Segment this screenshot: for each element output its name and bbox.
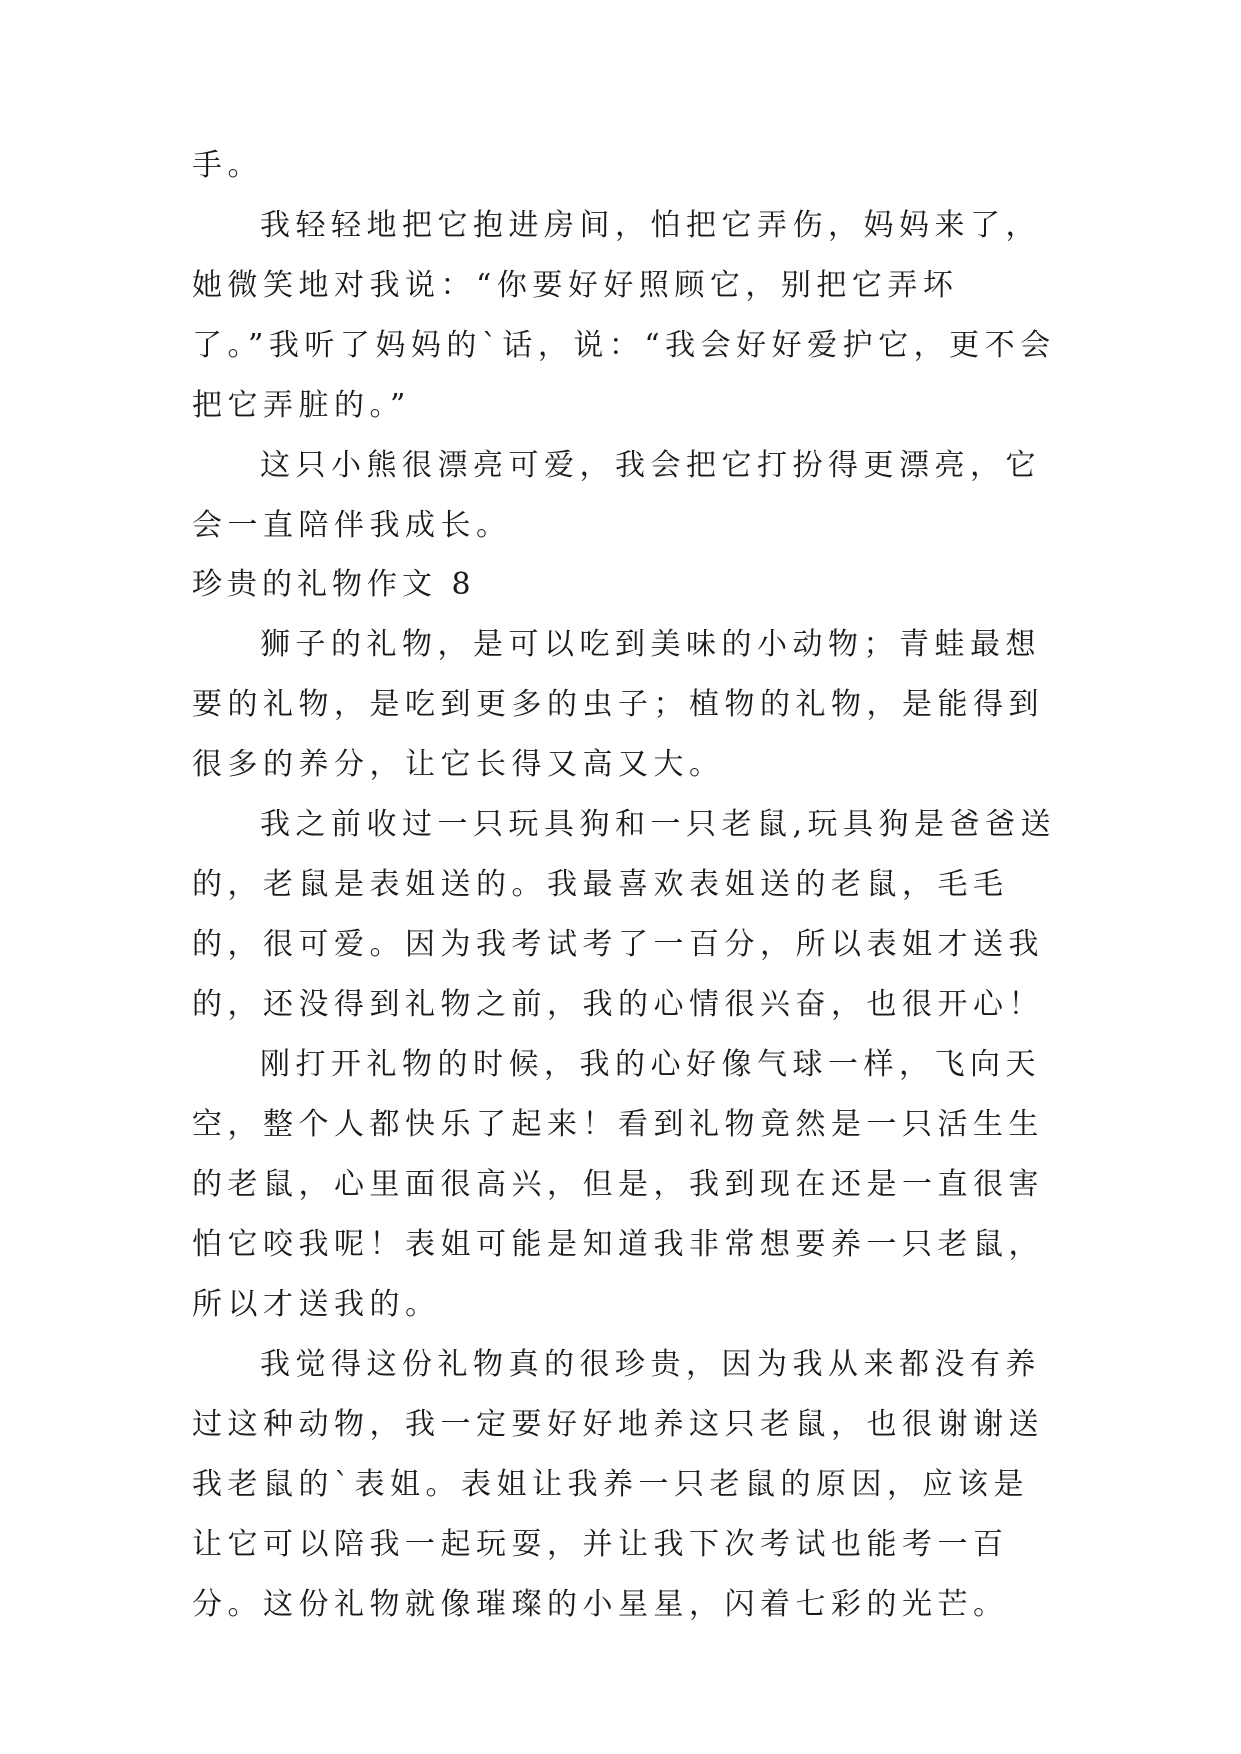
fragment-line: 手。 xyxy=(192,148,263,183)
paragraph-2: 这只小熊很漂亮可爱，我会把它打扮得更漂亮，它会一直陪伴我成长。 xyxy=(192,448,1041,543)
paragraph-5: 刚打开礼物的时候，我的心好像气球一样，飞向天空，整个人都快乐了起来！看到礼物竟然是一只活生生的老鼠，心里面很高兴，但是，我到现在还是一直很害怕它咬我呢！表姐可能是知道我非常想要养一只老鼠，所以才送我的。 xyxy=(192,1047,1044,1322)
paragraph-1: 我轻轻地把它抱进房间，怕把它弄伤，妈妈来了，她微笑地对我说：“你要好好照顾它，别把它弄坏了。”我听了妈妈的`话，说：“我会好好爱护它，更不会把它弄脏的。” xyxy=(192,208,1056,423)
paragraph-6: 我觉得这份礼物真的很珍贵，因为我从来都没有养过这种动物，我一定要好好地养这只老鼠，也很谢谢送我老鼠的`表姐。表姐让我养一只老鼠的原因，应该是让它可以陪我一起玩耍，并让我下次考试也能考一百分。这份礼物就像璀璨的小星星，闪着七彩的光芒。 xyxy=(192,1347,1044,1622)
essay-title: 珍贵的礼物作文 8 xyxy=(192,567,476,602)
paragraph-3: 狮子的礼物，是可以吃到美味的小动物；青蛙最想要的礼物，是吃到更多的虫子；植物的礼物，是能得到很多的养分，让它长得又高又大。 xyxy=(192,627,1044,782)
section-1 xyxy=(192,136,1062,556)
section-2 xyxy=(192,555,1062,1635)
paragraph-4: 我之前收过一只玩具狗和一只老鼠,玩具狗是爸爸送的，老鼠是表姐送的。我最喜欢表姐送的老鼠，毛毛的，很可爱。因为我考试考了一百分，所以表姐才送我的，还没得到礼物之前，我的心情很兴奋，也很开心！ xyxy=(192,807,1057,1022)
